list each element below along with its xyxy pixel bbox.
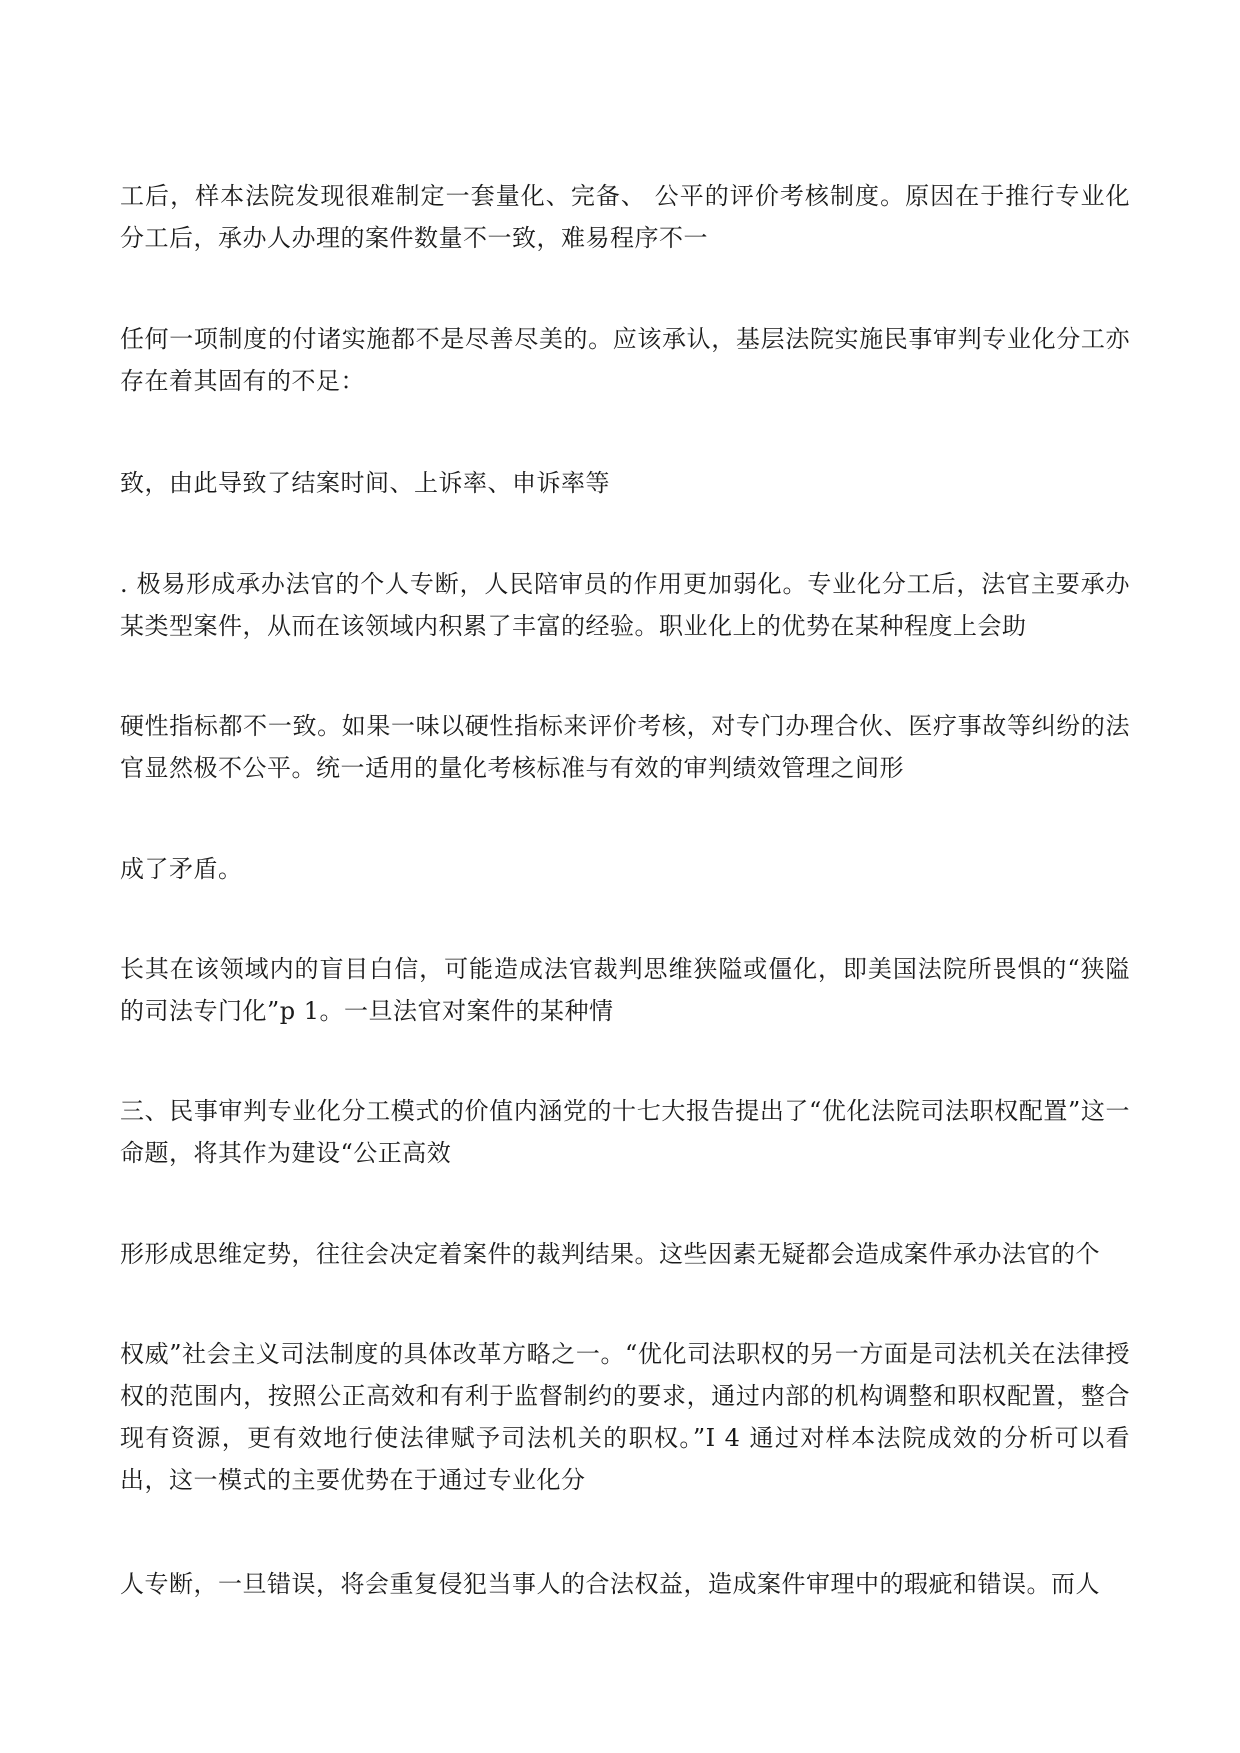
paragraph-2: 任何一项制度的付诸实施都不是尽善尽美的。应该承认，基层法院实施民事审判专业化分工亦存在着其固有的不足： <box>120 325 1130 395</box>
paragraph-11: 人专断，一旦错误，将会重复侵犯当事人的合法权益，造成案件审理中的瑕疵和错误。而人 <box>120 1570 1100 1598</box>
paragraph-4: . 极易形成承办法官的个人专断，人民陪审员的作用更加弱化。专业化分工后，法官主要承办某类型案件，从而在该领域内积累了丰富的经验。职业化上的优势在某种程度上会助 <box>120 570 1130 640</box>
paragraph-5: 硬性指标都不一致。如果一味以硬性指标来评价考核，对专门办理合伙、医疗事故等纠纷的法官显然极不公平。统一适用的量化考核标准与有效的审判绩效管理之间形 <box>120 712 1130 782</box>
paragraph-9: 形形成思维定势，往往会决定着案件的裁判结果。这些因素无疑都会造成案件承办法官的个 <box>120 1240 1100 1268</box>
paragraph-10: 权威”社会主义司法制度的具体改革方略之一。“优化司法职权的另一方面是司法机关在法律授权的范围内，按照公正高效和有利于监督制约的要求，通过内部的机构调整和职权配置，整合现有资源，更有效地行使法律赋予司法机关的职权。”I 4 通过对样本法院成效的分析可以看出，这一模式的主要优势在于通过专业化分 <box>120 1340 1130 1494</box>
paragraph-3: 致，由此导致了结案时间、上诉率、申诉率等 <box>120 469 610 497</box>
paragraph-1: 工后，样本法院发现很难制定一套量化、完备、 公平的评价考核制度。原因在于推行专业化分工后，承办人办理的案件数量不一致，难易程序不一 <box>120 182 1130 252</box>
paragraph-8: 三、民事审判专业化分工模式的价值内涵党的十七大报告提出了“优化法院司法职权配置”这一命题，将其作为建设“公正高效 <box>120 1097 1130 1167</box>
paragraph-6: 成了矛盾。 <box>120 855 243 883</box>
paragraph-7: 长其在该领域内的盲目白信，可能造成法官裁判思维狭隘或僵化，即美国法院所畏惧的“狭隘的司法专门化”p 1。一旦法官对案件的某种情 <box>120 955 1130 1025</box>
